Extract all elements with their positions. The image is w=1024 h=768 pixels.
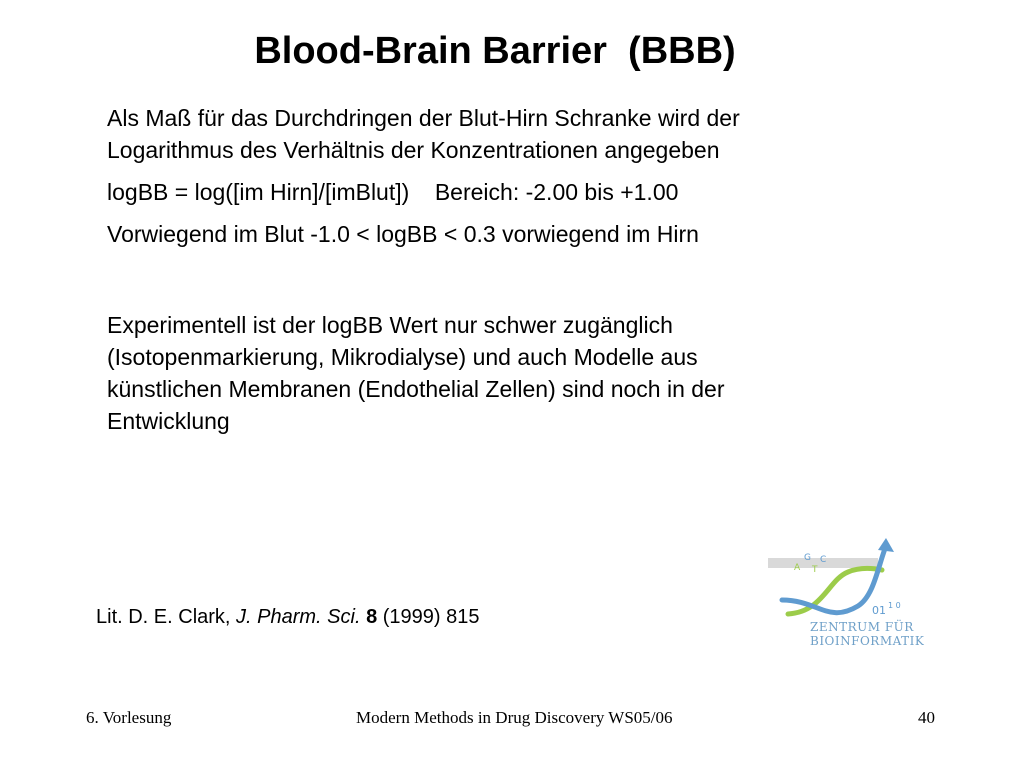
definition-line-1: Als Maß für das Durchdringen der Blut-Hirn Schranke wird der	[107, 105, 740, 131]
definition-line-2: Logarithmus des Verhältnis der Konzentrationen angegeben	[107, 137, 720, 163]
definition-paragraph	[107, 102, 907, 166]
logo-letter-t: T	[812, 565, 818, 575]
logo-letter-c: C	[820, 555, 827, 565]
experimental-paragraph	[107, 309, 907, 437]
logo-text-line-2: BIOINFORMATIK	[810, 634, 925, 648]
logo-text-line-1: ZENTRUM FÜR	[810, 620, 914, 634]
experimental-line-3: künstlichen Membranen (Endothelial Zellen) sind noch in der	[107, 376, 725, 402]
experimental-line-2: (Isotopenmarkierung, Mikrodialyse) und auch Modelle aus	[107, 344, 698, 370]
range-text: Vorwiegend im Blut -1.0 < logBB < 0.3 vorwiegend im Hirn	[107, 221, 699, 247]
formula-line	[107, 176, 907, 208]
logo-letter-a: A	[794, 563, 801, 573]
logo-binary-superscript: 1 0	[888, 601, 901, 610]
experimental-line-4: Entwicklung	[107, 408, 230, 434]
literature-reference	[96, 603, 480, 631]
slide-title: Blood-Brain Barrier (BBB)	[254, 30, 736, 72]
experimental-line-1: Experimentell ist der logBB Wert nur schwer zugänglich	[107, 312, 673, 338]
footer-lecture-number: 6. Vorlesung	[86, 708, 172, 727]
formula-text: logBB = log([im Hirn]/[imBlut]) Bereich: -2.00 bis +1.00	[107, 179, 679, 205]
reference-volume: 8	[366, 606, 378, 628]
reference-journal: J. Pharm. Sci.	[236, 606, 361, 628]
footer-page-number: 40	[918, 708, 935, 727]
logo-arrow-head	[878, 538, 894, 552]
reference-suffix: (1999) 815	[377, 606, 480, 628]
reference-prefix: Lit. D. E. Clark,	[96, 606, 237, 628]
footer-course-title: Modern Methods in Drug Discovery WS05/06	[356, 708, 673, 727]
range-line	[107, 218, 907, 250]
logo-letter-g: G	[804, 553, 811, 563]
logo-binary-digits: 01	[872, 604, 886, 617]
